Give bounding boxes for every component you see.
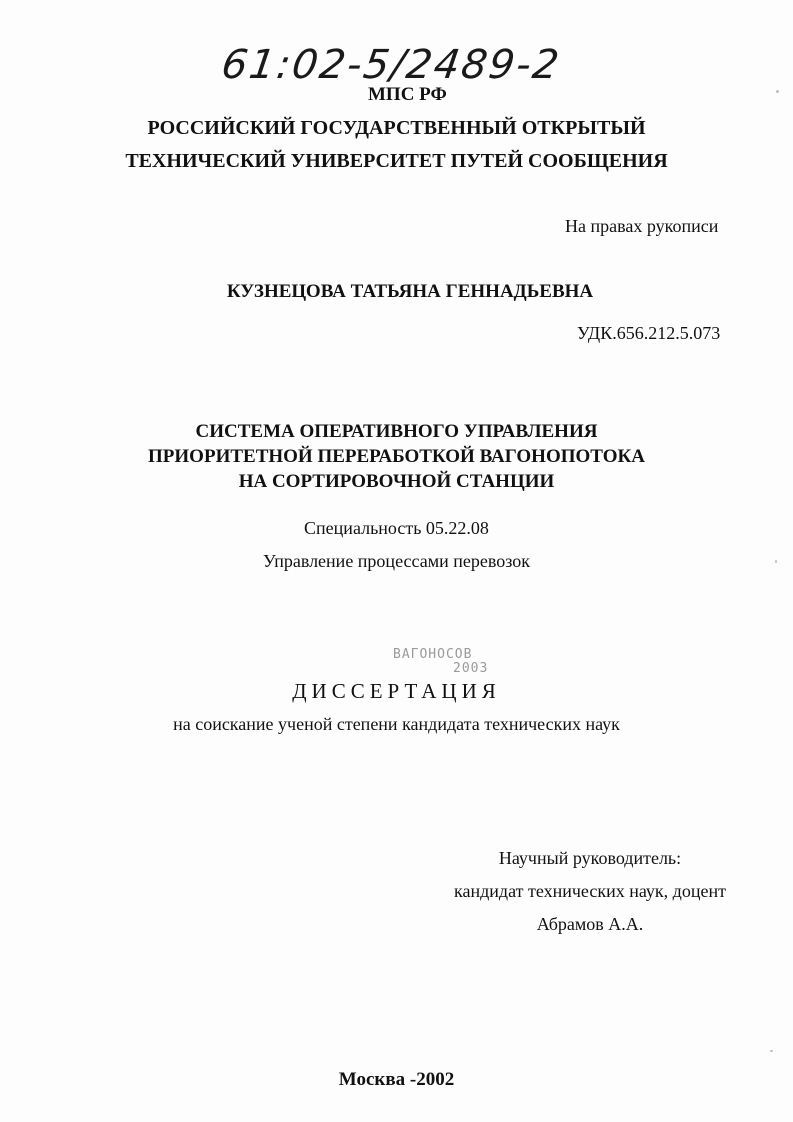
supervisor-label: Научный руководитель:: [498, 848, 682, 868]
thesis-title-line2: ПРИОРИТЕТНОЙ ПЕРЕРАБОТКОЙ ВАГОНОПОТОКА: [148, 446, 645, 467]
supervisor-title: кандидат технических наук, доцент: [454, 881, 726, 901]
archive-number-handwritten: 61:02-5/2489-2: [218, 42, 564, 88]
university-name-line2: ТЕХНИЧЕСКИЙ УНИВЕРСИТЕТ ПУТЕЙ СООБЩЕНИЯ: [125, 150, 668, 172]
specialty-name: Управление процессами перевозок: [263, 551, 530, 571]
ministry-label: МПС РФ: [368, 84, 447, 105]
supervisor-block: [440, 842, 740, 941]
thesis-title: [0, 419, 793, 494]
scan-speck: [775, 560, 777, 563]
thesis-title-line3: НА СОРТИРОВОЧНОЙ СТАНЦИИ: [238, 471, 555, 492]
degree-purpose: на соискание ученой степени кандидата технических наук: [173, 714, 620, 734]
document-type: ДИССЕРТАЦИЯ: [292, 679, 501, 703]
scan-speck: [776, 90, 779, 93]
faded-stamp: [393, 648, 488, 676]
udk-code: УДК.656.212.5.073: [577, 323, 721, 343]
supervisor-name: Абрамов А.А.: [536, 914, 644, 934]
stamp-line2: 2003: [453, 661, 489, 676]
city-year: Москва -2002: [338, 1069, 455, 1090]
scan-speck: [770, 1050, 773, 1052]
university-name-line1: РОССИЙСКИЙ ГОСУДАРСТВЕННЫЙ ОТКРЫТЫЙ: [147, 117, 646, 139]
stamp-line1: ВАГОНОСОВ: [393, 647, 473, 662]
author-name: КУЗНЕЦОВА ТАТЬЯНА ГЕННАДЬЕВНА: [226, 281, 594, 302]
thesis-title-line1: СИСТЕМА ОПЕРАТИВНОГО УПРАВЛЕНИЯ: [195, 421, 598, 442]
manuscript-rights: На правах рукописи: [565, 216, 719, 236]
specialty-code: Специальность 05.22.08: [304, 518, 489, 538]
